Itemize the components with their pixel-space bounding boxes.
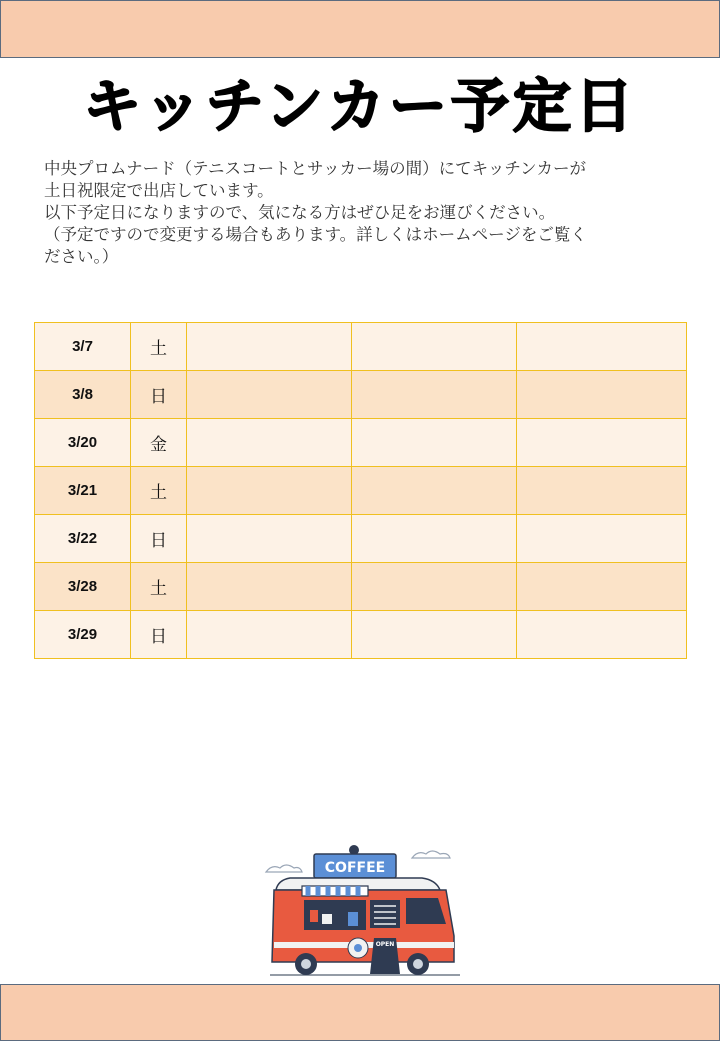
empty-cell <box>187 563 352 611</box>
schedule-row <box>35 323 687 371</box>
intro-line: ださい。） <box>44 247 119 266</box>
schedule-row <box>35 611 687 659</box>
empty-cell <box>352 371 517 419</box>
empty-cell <box>352 515 517 563</box>
weekday-cell: 土 <box>131 563 187 611</box>
header-band <box>0 0 720 58</box>
date-cell: 3/7 <box>35 323 131 371</box>
weekday-cell: 日 <box>131 515 187 563</box>
coffee-truck-icon <box>262 842 468 978</box>
empty-cell <box>187 419 352 467</box>
intro-text <box>44 158 684 268</box>
empty-cell <box>517 323 687 371</box>
intro-line: 中央プロムナード（テニスコートとサッカー場の間）にてキッチンカーが <box>44 159 587 178</box>
date-cell: 3/8 <box>35 371 131 419</box>
footer-band <box>0 984 720 1041</box>
sign-text: COFFEE <box>324 860 386 876</box>
empty-cell <box>517 419 687 467</box>
date-cell: 3/21 <box>35 467 131 515</box>
schedule-row <box>35 563 687 611</box>
open-sign-text: OPEN <box>375 941 395 948</box>
date-cell: 3/28 <box>35 563 131 611</box>
page-title: キッチンカー予定日 <box>83 72 637 140</box>
empty-cell <box>517 563 687 611</box>
weekday-cell: 土 <box>131 323 187 371</box>
weekday-cell: 日 <box>131 611 187 659</box>
weekday-cell: 日 <box>131 371 187 419</box>
intro-line: 以下予定日になりますので、気になる方はぜひ足をお運びください。 <box>44 203 556 222</box>
empty-cell <box>187 467 352 515</box>
schedule-row <box>35 371 687 419</box>
empty-cell <box>517 467 687 515</box>
schedule-row <box>35 515 687 563</box>
empty-cell <box>517 515 687 563</box>
empty-cell <box>352 611 517 659</box>
weekday-cell: 金 <box>131 419 187 467</box>
schedule-table <box>34 322 687 659</box>
schedule-row <box>35 419 687 467</box>
date-cell: 3/22 <box>35 515 131 563</box>
date-cell: 3/20 <box>35 419 131 467</box>
empty-cell <box>187 371 352 419</box>
date-cell: 3/29 <box>35 611 131 659</box>
weekday-cell: 土 <box>131 467 187 515</box>
empty-cell <box>517 611 687 659</box>
intro-line: （予定ですので変更する場合もあります。詳しくはホームページをご覧く <box>44 225 587 244</box>
empty-cell <box>187 611 352 659</box>
empty-cell <box>187 323 352 371</box>
empty-cell <box>352 419 517 467</box>
intro-line: 土日祝限定で出店しています。 <box>44 181 274 200</box>
empty-cell <box>352 467 517 515</box>
empty-cell <box>352 563 517 611</box>
schedule-row <box>35 467 687 515</box>
empty-cell <box>187 515 352 563</box>
empty-cell <box>517 371 687 419</box>
empty-cell <box>352 323 517 371</box>
